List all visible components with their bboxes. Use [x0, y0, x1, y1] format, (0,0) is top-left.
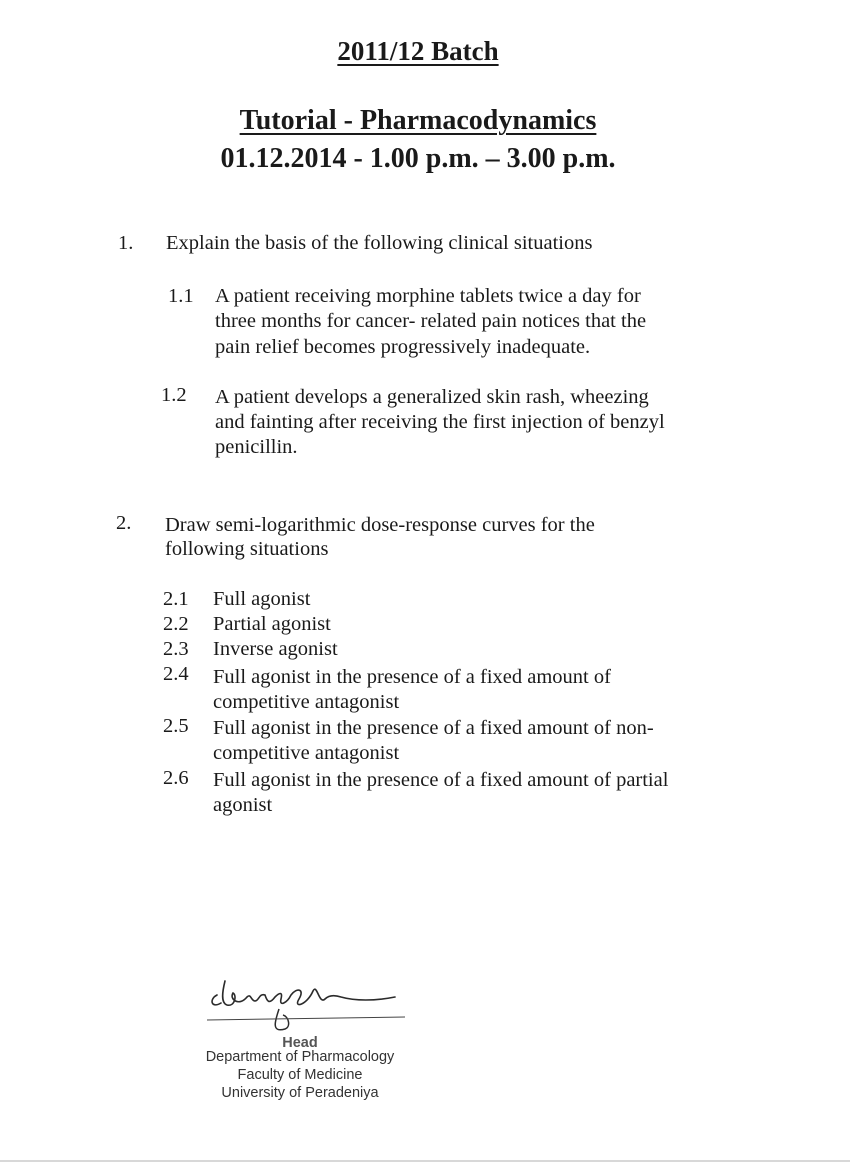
- subquestion-line: Partial agonist: [213, 613, 331, 635]
- question-text: following situations: [165, 538, 329, 560]
- subquestion-line: competitive antagonist: [213, 742, 400, 764]
- question-text: Draw semi-logarithmic dose-response curves for the: [165, 514, 595, 536]
- subquestion-number: 2.1: [163, 588, 189, 610]
- tutorial-title: Tutorial - Pharmacodynamics: [239, 105, 597, 136]
- subquestion-line: competitive antagonist: [213, 691, 400, 713]
- subquestion-line: A patient receiving morphine tablets twice a day for: [215, 285, 641, 307]
- question-number: 2.: [116, 512, 132, 534]
- batch-heading: 2011/12 Batch: [337, 36, 499, 66]
- subquestion-line: Full agonist in the presence of a fixed amount of partial: [213, 769, 669, 791]
- subquestion-number: 1.2: [161, 384, 187, 406]
- subquestion-line: three months for cancer- related pain notices that the: [215, 310, 647, 332]
- subquestion-number: 1.1: [168, 285, 194, 307]
- question-number: 1.: [118, 232, 134, 254]
- subquestion-number: 2.4: [163, 663, 189, 685]
- footer-faculty: Faculty of Medicine: [237, 1067, 363, 1083]
- footer-role: Head: [282, 1035, 318, 1051]
- subquestion-line: A patient develops a generalized skin rash, wheezing: [215, 386, 649, 408]
- subquestion-line: Full agonist: [213, 588, 311, 610]
- subquestion-line: pain relief becomes progressively inadequate.: [215, 336, 591, 358]
- question-text: Explain the basis of the following clinical situations: [166, 232, 593, 254]
- subquestion-line: agonist: [213, 794, 273, 816]
- subquestion-number: 2.3: [163, 638, 189, 660]
- footer-department: Department of Pharmacology: [205, 1049, 395, 1065]
- scan-edge: [0, 1160, 850, 1162]
- subquestion-line: Full agonist in the presence of a fixed amount of non-: [213, 717, 654, 739]
- subquestion-line: penicillin.: [215, 436, 298, 458]
- subquestion-line: and fainting after receiving the first injection of benzyl: [215, 411, 665, 433]
- subquestion-number: 2.5: [163, 715, 189, 737]
- subquestion-line: Inverse agonist: [213, 638, 338, 660]
- subquestion-number: 2.6: [163, 767, 189, 789]
- footer-university: University of Peradeniya: [221, 1085, 379, 1101]
- date-time: 01.12.2014 - 1.00 p.m. – 3.00 p.m.: [220, 143, 616, 174]
- subquestion-number: 2.2: [163, 613, 189, 635]
- subquestion-line: Full agonist in the presence of a fixed amount of: [213, 666, 611, 688]
